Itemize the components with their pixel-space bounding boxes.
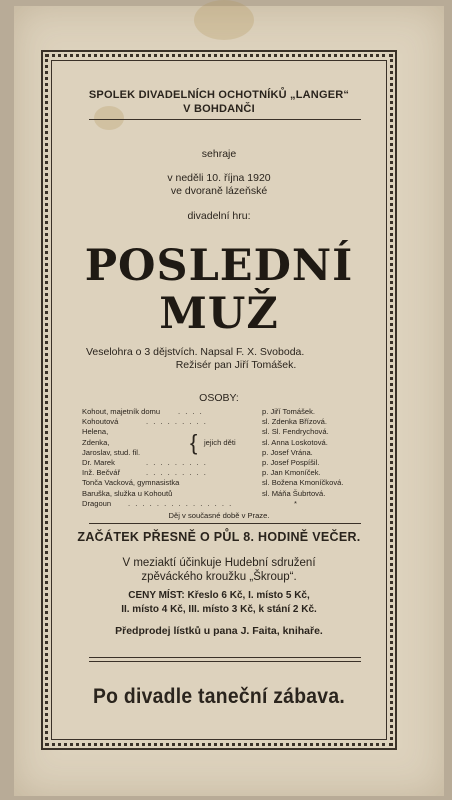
cast-role: Helena, — [82, 427, 109, 437]
leader-dots: . . . . . . . . . . . . . . . — [128, 498, 233, 508]
cast-row — [82, 427, 382, 437]
cast-row — [82, 499, 382, 509]
play-intro: divadelní hru: — [187, 210, 251, 222]
cast-role: Inž. Bečvář — [82, 468, 120, 478]
cast-actor: sl. Anna Loskotová. — [262, 437, 328, 447]
cast-role: Kohout, majetník domu — [82, 407, 161, 416]
cast-role: Dr. Marek — [82, 457, 115, 467]
cast-heading: OSOBY: — [199, 392, 239, 404]
paper-stain — [194, 0, 254, 40]
leader-dots: . . . . . . . . . — [146, 457, 208, 467]
organization-town: V BOHDANČI — [183, 103, 255, 115]
start-time: ZAČÁTEK PŘESNĚ O PŮL 8. HODINĚ VEČER. — [77, 530, 361, 544]
cast-row — [82, 468, 382, 478]
leader-dots: . . . . . . . . . — [146, 468, 208, 478]
date-line: v neděli 10. října 1920 — [167, 172, 271, 184]
genre-author: Veselohra o 3 dějstvích. Napsal F. X. Svoboda. — [86, 346, 305, 358]
cast-actor: sl. Máňa Šubrtová. — [262, 488, 326, 498]
play-title-line1: POSLEDNÍ — [84, 241, 354, 291]
cast-actor: sl. Sl. Fendrychová. — [262, 427, 329, 437]
cast-role: Jaroslav, stud. fil. — [82, 447, 141, 457]
presale-info: Předprodej lístků u pana J. Faita, knihaře. — [115, 625, 323, 637]
after-show-dance: Po divadle taneční zábava. — [93, 685, 345, 708]
cast-actor: p. Josef Pospíšil. — [262, 457, 320, 467]
cast-row — [82, 489, 382, 499]
intermission-line1: V meziaktí účinkuje Hudební sdružení — [122, 557, 316, 569]
venue-line: ve dvoraně lázeňské — [170, 185, 268, 197]
prices-line2: II. místo 4 Kč, III. místo 3 Kč, k stání 2 Kč. — [121, 604, 317, 615]
leader-dots: . . . . . . . . . — [146, 417, 208, 427]
cast-role: Baruška, služka u Kohoutů — [82, 488, 173, 498]
setting-note: Děj v současné době v Praze. — [168, 511, 270, 520]
presents-text: sehraje — [201, 148, 237, 160]
cast-actor: p. Jan Kmoníček. — [262, 468, 321, 478]
divider — [89, 119, 361, 120]
cast-row — [82, 448, 382, 458]
cast-row — [82, 478, 382, 488]
director: Režisér pan Jiří Tomášek. — [175, 359, 297, 371]
divider — [89, 523, 361, 524]
play-title-line2: MUŽ — [159, 289, 279, 339]
organization-name: SPOLEK DIVADELNÍCH OCHOTNÍKŮ „LANGER“ — [88, 89, 350, 101]
cast-role: Dragoun — [82, 498, 112, 508]
cast-row — [82, 458, 382, 468]
cast-actor: sl. Zdenka Břízová. — [262, 417, 327, 427]
prices-line1: CENY MÍST: Křeslo 6 Kč, I. místo 5 Kč, — [128, 590, 310, 601]
cast-actor: * — [294, 498, 297, 508]
cast-row — [82, 407, 382, 417]
cast-list — [82, 407, 382, 509]
leader-dots: . . . . — [178, 407, 204, 416]
cast-actor: p. Josef Vrána. — [262, 447, 313, 457]
divider — [89, 657, 361, 658]
cast-bracket: { — [190, 429, 198, 455]
cast-bracket-note: jejich děti — [204, 437, 236, 447]
cast-row — [82, 417, 382, 427]
cast-role: Zdenka, — [82, 437, 110, 447]
cast-actor: p. Jiří Tomášek. — [262, 407, 316, 416]
intermission-line2: zpěváckého kroužku „Škroup“. — [141, 571, 297, 583]
cast-actor: sl. Božena Kmoníčková. — [262, 478, 344, 488]
cast-role: Kohoutová — [82, 417, 119, 427]
cast-role: Tonča Vacková, gymnasistka — [82, 478, 180, 488]
divider — [89, 661, 361, 662]
